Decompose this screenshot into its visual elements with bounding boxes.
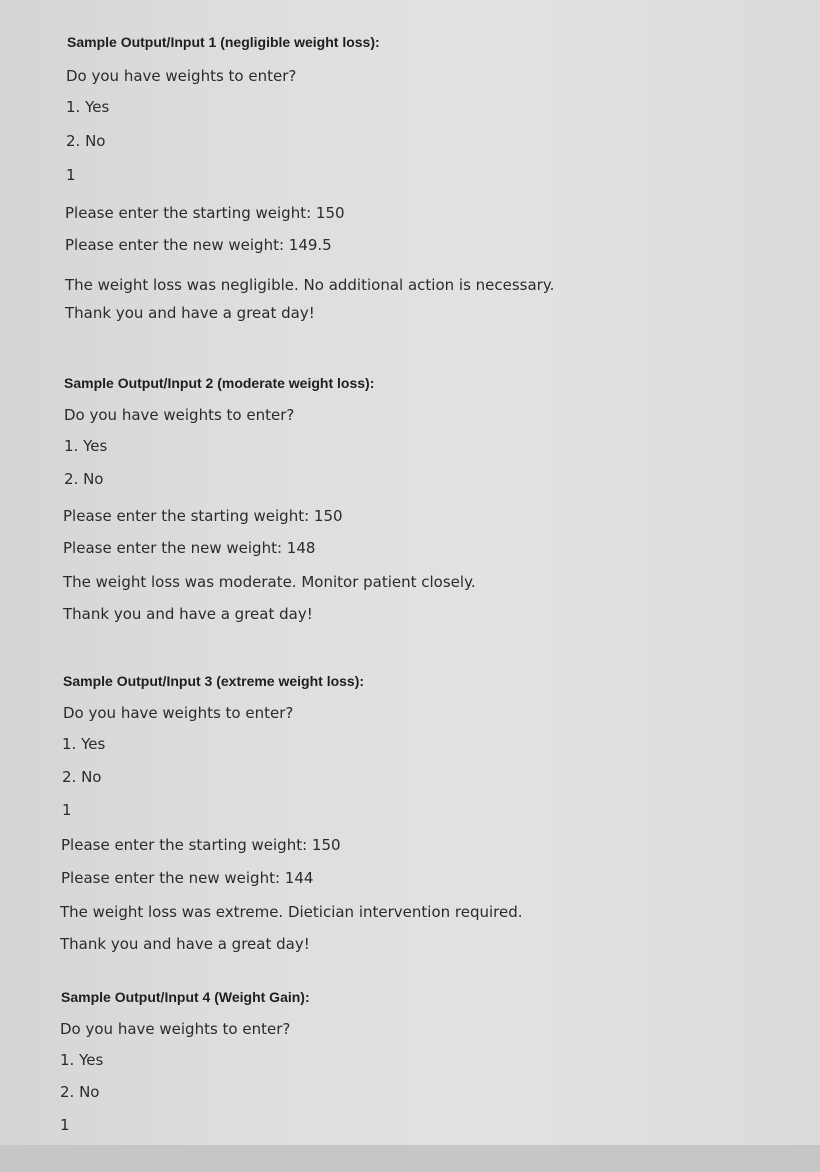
user-input: 1 bbox=[60, 1116, 70, 1134]
option-yes: 1. Yes bbox=[60, 1051, 104, 1069]
closing-line: Thank you and have a great day! bbox=[65, 304, 315, 322]
screen-bottom-edge bbox=[0, 1145, 820, 1172]
result-line: The weight loss was extreme. Dietician intervention required. bbox=[60, 903, 523, 921]
starting-weight-line: Please enter the starting weight: 150 bbox=[65, 204, 345, 222]
starting-weight-line: Please enter the starting weight: 150 bbox=[63, 507, 343, 525]
user-input: 1 bbox=[66, 166, 76, 184]
prompt-line: Do you have weights to enter? bbox=[66, 67, 297, 85]
prompt-line: Do you have weights to enter? bbox=[60, 1020, 291, 1038]
prompt-line: Do you have weights to enter? bbox=[64, 406, 295, 424]
option-no: 2. No bbox=[66, 132, 106, 150]
result-line: The weight loss was negligible. No additional action is necessary. bbox=[65, 276, 555, 294]
new-weight-line: Please enter the new weight: 148 bbox=[63, 539, 316, 557]
option-no: 2. No bbox=[64, 470, 104, 488]
closing-line: Thank you and have a great day! bbox=[63, 605, 313, 623]
option-yes: 1. Yes bbox=[62, 735, 106, 753]
section-heading: Sample Output/Input 4 (Weight Gain): bbox=[61, 989, 310, 1005]
result-line: The weight loss was moderate. Monitor patient closely. bbox=[63, 573, 476, 591]
section-heading: Sample Output/Input 3 (extreme weight loss): bbox=[63, 673, 365, 689]
prompt-line: Do you have weights to enter? bbox=[63, 704, 294, 722]
option-yes: 1. Yes bbox=[66, 98, 110, 116]
user-input: 1 bbox=[62, 801, 72, 819]
section-heading: Sample Output/Input 1 (negligible weight loss): bbox=[67, 34, 380, 50]
closing-line: Thank you and have a great day! bbox=[60, 935, 310, 953]
option-yes: 1. Yes bbox=[64, 437, 108, 455]
new-weight-line: Please enter the new weight: 144 bbox=[61, 869, 314, 887]
option-no: 2. No bbox=[62, 768, 102, 786]
starting-weight-line: Please enter the starting weight: 150 bbox=[61, 836, 341, 854]
new-weight-line: Please enter the new weight: 149.5 bbox=[65, 236, 332, 254]
section-heading: Sample Output/Input 2 (moderate weight loss): bbox=[64, 375, 375, 391]
option-no: 2. No bbox=[60, 1083, 100, 1101]
